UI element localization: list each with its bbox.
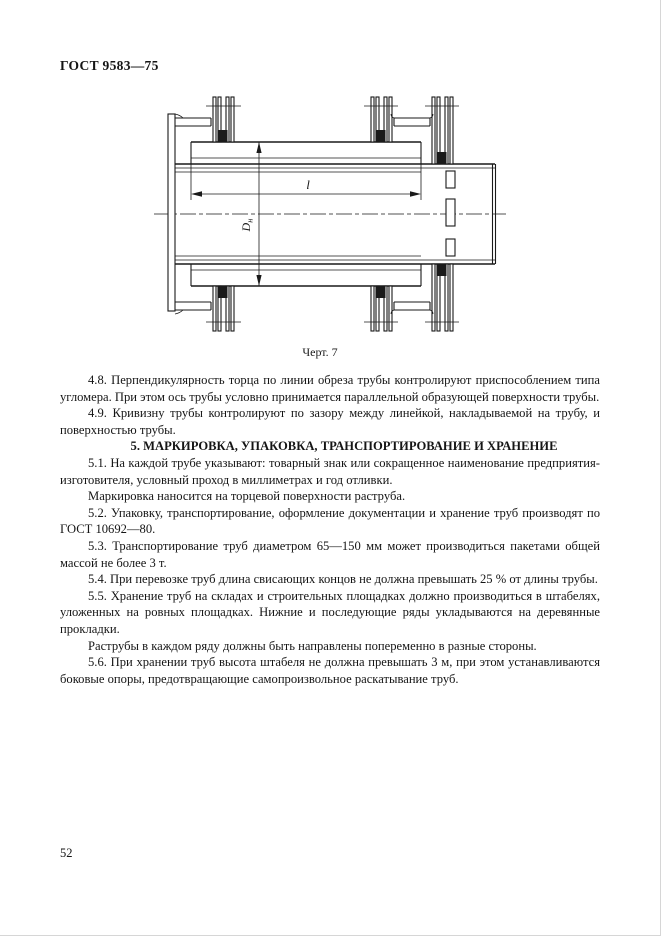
paragraph-5-5a: 5.5. Хранение труб на складах и строительных площадках должно производиться в штабелях, уложенных на ровных площадках. Нижние и последующие ряды укладываются на деревянные прокладки. xyxy=(60,588,600,636)
paragraph-4-9: 4.9. Кривизну трубы контролируют по зазору между линейкой, накладываемой на трубу, и поверхностью трубы. xyxy=(60,406,600,437)
doc-header-gost-number: ГОСТ 9583—75 xyxy=(60,58,159,73)
dim-label-length: l xyxy=(306,177,310,192)
paragraph-5-6: 5.6. При хранении труб высота штабеля не должна превышать 3 м, при этом устанавливаются боковые опоры, предотвращающие самопроизвольное раскатывание труб. xyxy=(60,655,600,686)
paragraph-5-1a: 5.1. На каждой трубе указывают: товарный знак или сокращенное наименование предприятия-изготовителя, условный проход в миллиметрах и год отливки. xyxy=(60,455,600,487)
paragraph-4-8: 4.8. Перпендикулярность торца по линии обреза трубы контролируют приспособлением типа угломера. При этом ось трубы условно принимается параллельной образующей поверхности трубы. xyxy=(60,373,600,404)
body-text xyxy=(60,372,600,687)
dimension-length xyxy=(191,164,421,200)
pipe-technical-drawing xyxy=(148,84,530,364)
clamp-assemblies-bottom xyxy=(175,264,459,331)
paragraph-5-5b: Раструбы в каждом ряду должны быть направлены попеременно в разные стороны. xyxy=(88,638,537,653)
paragraph-5-2: 5.2. Упаковку, транспортирование, оформление документации и хранение труб производят по ГОСТ 10692—80. xyxy=(60,505,600,537)
section-5-heading: 5. МАРКИРОВКА, УПАКОВКА, ТРАНСПОРТИРОВАНИЕ И ХРАНЕНИЕ xyxy=(130,439,558,454)
paragraph-5-1b: Маркировка наносится на торцевой поверхности раструба. xyxy=(88,489,406,504)
figure-caption: Черт. 7 xyxy=(302,345,338,359)
paragraph-5-3: 5.3. Транспортирование труб диаметром 65—150 мм может производиться пакетами общей массой не более 3 т. xyxy=(60,538,600,570)
plain-end-lugs xyxy=(446,171,455,256)
dim-label-diameter: $D_н$ xyxy=(239,218,255,232)
paragraph-5-4: 5.4. При перевозке труб длина свисающих концов не должна превышать 25 % от длины трубы. xyxy=(88,572,598,587)
clamp-assemblies-top xyxy=(175,97,459,164)
bell-flange-plate xyxy=(168,114,175,311)
page-number: 52 xyxy=(60,846,73,860)
figure-pipe-drawing xyxy=(148,84,530,364)
